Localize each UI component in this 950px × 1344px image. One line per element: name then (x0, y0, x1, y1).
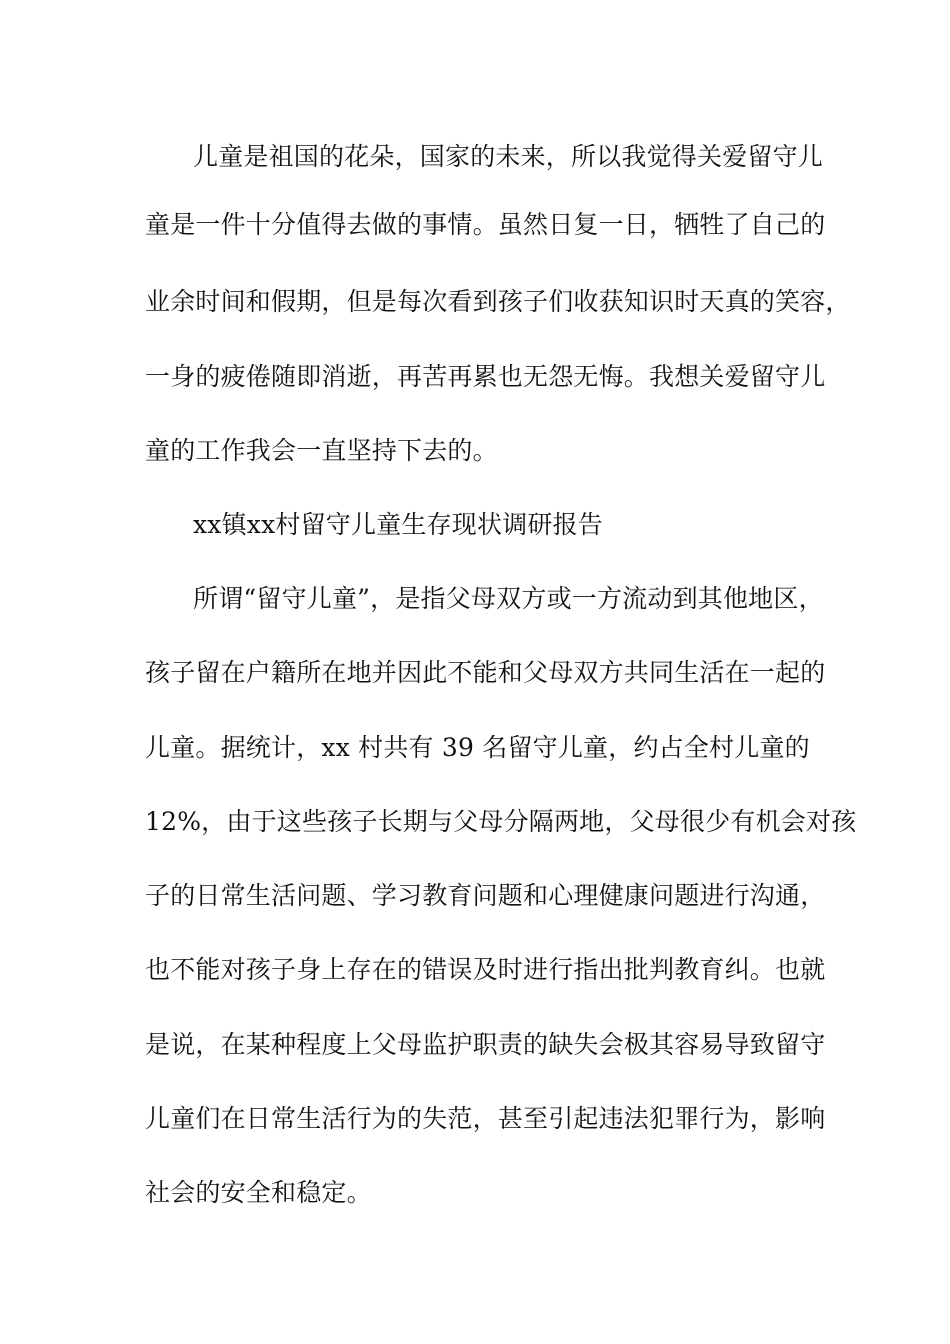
paragraph-1-line-5: 童的工作我会一直坚持下去的。 (145, 436, 498, 465)
paragraph-2-line-3: 儿童。据统计，xx 村共有 39 名留守儿童，约占全村儿童的 (145, 733, 810, 762)
paragraph-1-line-2: 童是一件十分值得去做的事情。虽然日复一日，牺牲了自己的 (145, 210, 826, 239)
paragraph-2-line-6: 也不能对孩子身上存在的错误及时进行指出批判教育纠。也就 (145, 955, 826, 984)
paragraph-2-line-2: 孩子留在户籍所在地并因此不能和父母双方共同生活在一起的 (145, 658, 826, 687)
paragraph-2-line-7: 是说，在某种程度上父母监护职责的缺失会极其容易导致留守 (145, 1030, 826, 1059)
paragraph-2-line-4: 12%，由于这些孩子长期与父母分隔两地，父母很少有机会对孩 (145, 807, 857, 836)
paragraph-2-line-9: 社会的安全和稳定。 (145, 1178, 372, 1207)
report-title: xx镇xx村留守儿童生存现状调研报告 (193, 510, 603, 539)
paragraph-2-line-8: 儿童们在日常生活行为的失范，甚至引起违法犯罪行为，影响 (145, 1104, 826, 1133)
paragraph-2-line-5: 子的日常生活问题、学习教育问题和心理健康问题进行沟通， (145, 881, 826, 910)
paragraph-1-line-3: 业余时间和假期，但是每次看到孩子们收获知识时天真的笑容， (145, 287, 851, 316)
paragraph-1-line-4: 一身的疲倦随即消逝，再苦再累也无怨无悔。我想关爱留守儿 (145, 362, 826, 391)
paragraph-2-line-1: 所谓“留守儿童”，是指父母双方或一方流动到其他地区， (193, 584, 824, 613)
paragraph-1-line-1: 儿童是祖国的花朵，国家的未来，所以我觉得关爱留守儿 (193, 142, 824, 171)
